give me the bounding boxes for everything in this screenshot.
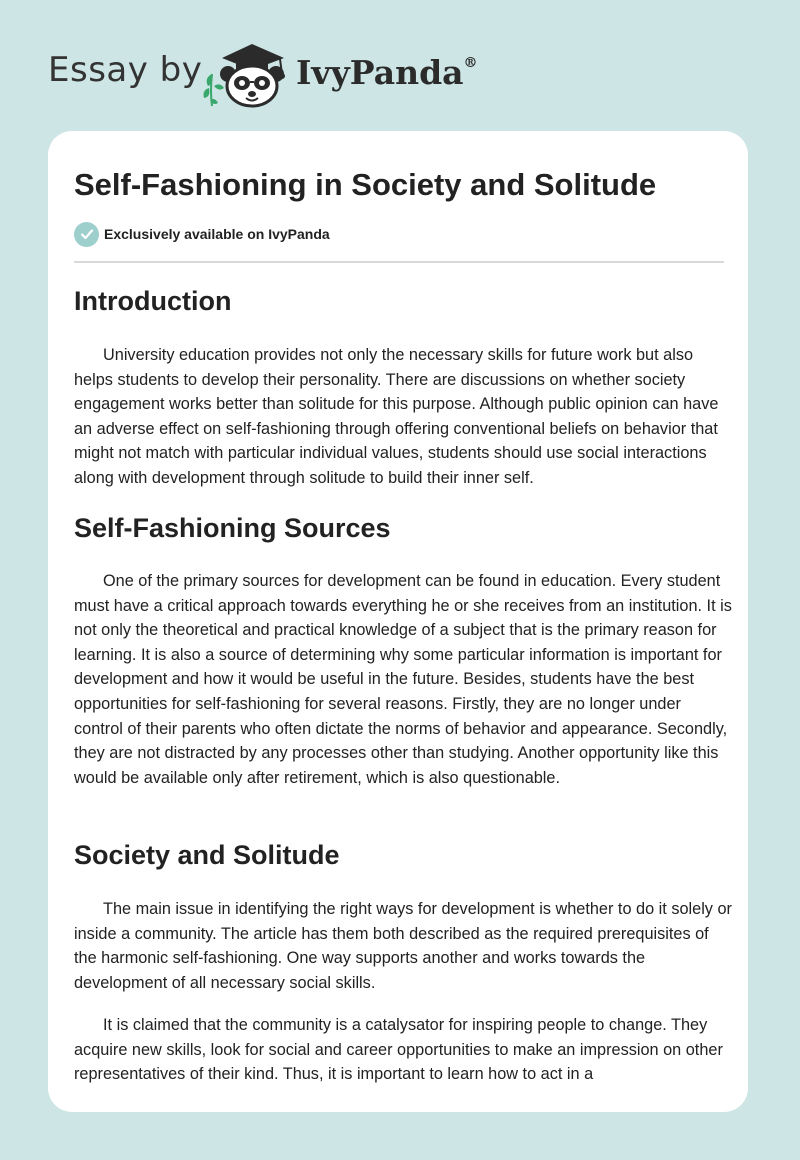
paragraph: The main issue in identifying the right ways for development is whether to do it solely or inside a community. The article has them both described as the required prerequisites of the harmonic self-fashioning. One way supports another and works towards the development of all necessary social skills.	[74, 900, 732, 992]
exclusive-badge	[74, 221, 330, 247]
brand-text: IvyPanda	[296, 53, 464, 92]
paragraph: One of the primary sources for development can be found in education. Every student must have a critical approach towards everything he or she receives from an institution. It is not only the theoretical and practical knowledge of a subject that is the primary reason for learning. It is also a source of determining why some particular information is important for development and how it would be useful in the future. Besides, students have the best opportunities for self-fashioning for several reasons. Firstly, they are no longer under control of their parents who often dictate the norms of behavior and appearance. Secondly, they are not distracted by any processes other than studying. Another opportunity like this would be available only after retirement, which is also questionable.	[74, 572, 732, 787]
paragraph: It is claimed that the community is a catalysator for inspiring people to change. They acquire new skills, look for social and career opportunities to make an impression on other representatives of their kind. Thus, it is important to learn how to act in a	[74, 1016, 723, 1084]
leaf-icon	[204, 74, 224, 106]
site-header	[0, 0, 800, 130]
page-title: Self-Fashioning in Society and Solitude	[74, 167, 657, 202]
badge-label: Exclusively available on IvyPanda	[104, 226, 330, 242]
title-divider	[74, 261, 724, 263]
registered-mark: ®	[463, 55, 478, 71]
panda-logo-icon	[200, 38, 294, 108]
paragraph: University education provides not only the necessary skills for future work but also helps students to develop their personality. There are discussions on whether society engagement works better than solitude for this purpose. Although public opinion can have an adverse effect on self-fashioning through offering conventional beliefs on behavior that might not match with particular individual values, students should use social interactions along with development through solitude to build their inner self.	[74, 346, 719, 487]
section-heading-society-and-solitude: Society and Solitude	[74, 840, 340, 870]
brand-name[interactable]	[296, 53, 478, 92]
section-heading-introduction: Introduction	[74, 286, 232, 316]
essay-by-label: Essay by	[48, 50, 203, 90]
essay-card	[48, 131, 748, 1112]
check-icon	[74, 222, 99, 247]
section-heading-self-fashioning-sources: Self-Fashioning Sources	[74, 513, 391, 543]
